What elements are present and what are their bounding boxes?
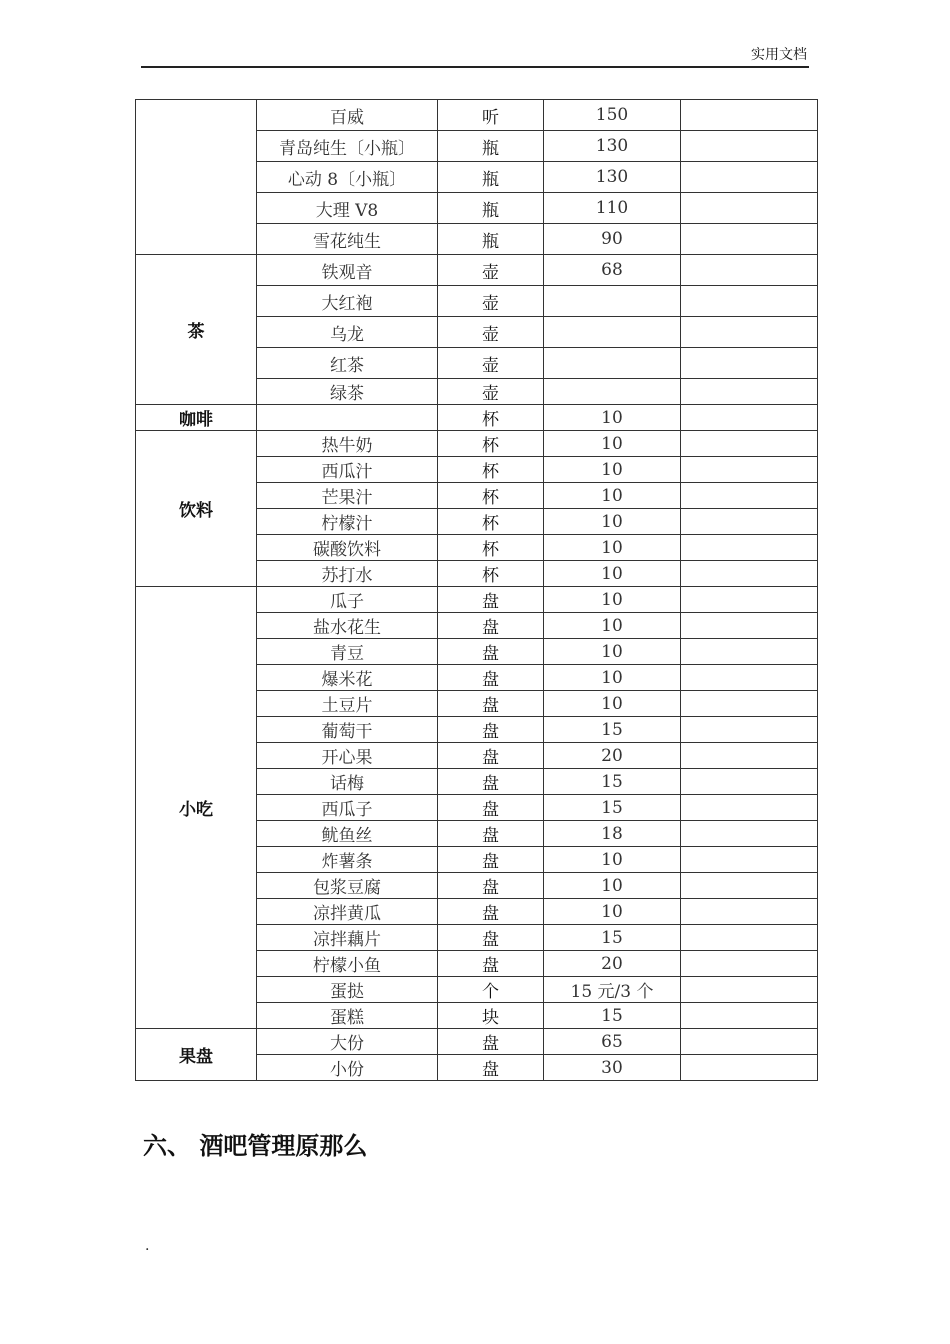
unit-cell: 盘 [438, 613, 544, 639]
item-name-cell: 苏打水 [257, 561, 438, 587]
note-cell [681, 587, 818, 613]
unit-cell: 盘 [438, 821, 544, 847]
category-cell: 果盘 [136, 1029, 257, 1081]
note-cell [681, 100, 818, 131]
unit-cell: 壶 [438, 286, 544, 317]
item-name-cell: 绿茶 [257, 379, 438, 405]
price-cell [544, 286, 681, 317]
item-name-cell: 百威 [257, 100, 438, 131]
item-name-cell: 柠檬汁 [257, 509, 438, 535]
unit-cell: 盘 [438, 925, 544, 951]
table-row [136, 1029, 818, 1055]
unit-cell: 杯 [438, 561, 544, 587]
price-cell: 18 [544, 821, 681, 847]
price-cell: 10 [544, 405, 681, 431]
note-cell [681, 613, 818, 639]
note-cell [681, 847, 818, 873]
category-cell: 咖啡 [136, 405, 257, 431]
unit-cell: 盘 [438, 665, 544, 691]
unit-cell: 盘 [438, 795, 544, 821]
header-divider [141, 66, 809, 68]
price-cell: 10 [544, 873, 681, 899]
note-cell [681, 561, 818, 587]
item-name-cell: 土豆片 [257, 691, 438, 717]
unit-cell: 瓶 [438, 131, 544, 162]
price-cell: 10 [544, 639, 681, 665]
note-cell [681, 873, 818, 899]
item-name-cell: 凉拌黄瓜 [257, 899, 438, 925]
item-name-cell: 大理 V8 [257, 193, 438, 224]
item-name-cell: 凉拌藕片 [257, 925, 438, 951]
unit-cell: 杯 [438, 457, 544, 483]
item-name-cell: 西瓜子 [257, 795, 438, 821]
unit-cell: 杯 [438, 431, 544, 457]
unit-cell: 盘 [438, 769, 544, 795]
note-cell [681, 665, 818, 691]
note-cell [681, 483, 818, 509]
price-cell: 10 [544, 587, 681, 613]
item-name-cell: 小份 [257, 1055, 438, 1081]
item-name-cell: 雪花纯生 [257, 224, 438, 255]
item-name-cell: 乌龙 [257, 317, 438, 348]
table-row [136, 405, 818, 431]
item-name-cell: 铁观音 [257, 255, 438, 286]
unit-cell: 杯 [438, 509, 544, 535]
item-name-cell: 青岛纯生〔小瓶〕 [257, 131, 438, 162]
note-cell [681, 743, 818, 769]
item-name-cell: 青豆 [257, 639, 438, 665]
price-cell: 15 [544, 1003, 681, 1029]
price-cell: 10 [544, 899, 681, 925]
unit-cell: 盘 [438, 639, 544, 665]
note-cell [681, 639, 818, 665]
price-cell: 110 [544, 193, 681, 224]
unit-cell: 盘 [438, 717, 544, 743]
note-cell [681, 431, 818, 457]
unit-cell: 瓶 [438, 193, 544, 224]
price-cell: 68 [544, 255, 681, 286]
table-row [136, 587, 818, 613]
price-cell: 150 [544, 100, 681, 131]
price-cell: 130 [544, 162, 681, 193]
price-cell: 10 [544, 457, 681, 483]
price-cell: 65 [544, 1029, 681, 1055]
unit-cell: 壶 [438, 379, 544, 405]
item-name-cell: 炸薯条 [257, 847, 438, 873]
unit-cell: 壶 [438, 255, 544, 286]
note-cell [681, 1055, 818, 1081]
note-cell [681, 717, 818, 743]
price-cell: 30 [544, 1055, 681, 1081]
price-cell: 10 [544, 665, 681, 691]
price-cell: 10 [544, 535, 681, 561]
item-name-cell: 蛋挞 [257, 977, 438, 1003]
note-cell [681, 769, 818, 795]
item-name-cell: 红茶 [257, 348, 438, 379]
unit-cell: 壶 [438, 317, 544, 348]
item-name-cell: 柠檬小鱼 [257, 951, 438, 977]
price-cell: 10 [544, 561, 681, 587]
price-cell [544, 379, 681, 405]
note-cell [681, 1029, 818, 1055]
unit-cell: 杯 [438, 483, 544, 509]
unit-cell: 盘 [438, 1055, 544, 1081]
note-cell [681, 951, 818, 977]
item-name-cell: 鱿鱼丝 [257, 821, 438, 847]
note-cell [681, 691, 818, 717]
unit-cell: 杯 [438, 405, 544, 431]
item-name-cell [257, 405, 438, 431]
table-row [136, 100, 818, 131]
item-name-cell: 大红袍 [257, 286, 438, 317]
price-cell: 15 [544, 795, 681, 821]
item-name-cell: 大份 [257, 1029, 438, 1055]
price-cell [544, 317, 681, 348]
item-name-cell: 芒果汁 [257, 483, 438, 509]
category-cell [136, 100, 257, 255]
price-cell: 10 [544, 431, 681, 457]
footer-mark: . [145, 1238, 150, 1254]
category-cell: 茶 [136, 255, 257, 405]
item-name-cell: 话梅 [257, 769, 438, 795]
price-cell: 130 [544, 131, 681, 162]
item-name-cell: 西瓜汁 [257, 457, 438, 483]
item-name-cell: 碳酸饮料 [257, 535, 438, 561]
item-name-cell: 开心果 [257, 743, 438, 769]
unit-cell: 杯 [438, 535, 544, 561]
unit-cell: 听 [438, 100, 544, 131]
note-cell [681, 348, 818, 379]
price-cell: 15 [544, 717, 681, 743]
note-cell [681, 1003, 818, 1029]
unit-cell: 瓶 [438, 162, 544, 193]
price-cell: 10 [544, 847, 681, 873]
unit-cell: 盘 [438, 743, 544, 769]
price-table-body [136, 100, 818, 1081]
price-cell: 15 元/3 个 [544, 977, 681, 1003]
note-cell [681, 795, 818, 821]
note-cell [681, 405, 818, 431]
note-cell [681, 379, 818, 405]
section-title: 六、 酒吧管理原那么 [143, 1132, 368, 1160]
note-cell [681, 286, 818, 317]
note-cell [681, 162, 818, 193]
unit-cell: 盘 [438, 873, 544, 899]
table-row [136, 255, 818, 286]
item-name-cell: 包浆豆腐 [257, 873, 438, 899]
note-cell [681, 193, 818, 224]
category-cell: 饮料 [136, 431, 257, 587]
price-cell: 15 [544, 925, 681, 951]
note-cell [681, 925, 818, 951]
price-cell: 15 [544, 769, 681, 795]
item-name-cell: 爆米花 [257, 665, 438, 691]
price-cell: 90 [544, 224, 681, 255]
price-cell: 10 [544, 691, 681, 717]
item-name-cell: 盐水花生 [257, 613, 438, 639]
unit-cell: 盘 [438, 691, 544, 717]
unit-cell: 盘 [438, 1029, 544, 1055]
item-name-cell: 蛋糕 [257, 1003, 438, 1029]
note-cell [681, 255, 818, 286]
note-cell [681, 535, 818, 561]
note-cell [681, 899, 818, 925]
unit-cell: 盘 [438, 847, 544, 873]
unit-cell: 瓶 [438, 224, 544, 255]
price-cell [544, 348, 681, 379]
item-name-cell: 热牛奶 [257, 431, 438, 457]
table-row [136, 431, 818, 457]
category-cell: 小吃 [136, 587, 257, 1029]
unit-cell: 盘 [438, 899, 544, 925]
price-table [135, 99, 818, 1081]
item-name-cell: 葡萄干 [257, 717, 438, 743]
price-cell: 10 [544, 613, 681, 639]
note-cell [681, 509, 818, 535]
note-cell [681, 317, 818, 348]
price-cell: 10 [544, 509, 681, 535]
unit-cell: 个 [438, 977, 544, 1003]
note-cell [681, 977, 818, 1003]
unit-cell: 盘 [438, 587, 544, 613]
note-cell [681, 821, 818, 847]
header-label: 实用文档 [751, 47, 807, 63]
unit-cell: 盘 [438, 951, 544, 977]
note-cell [681, 131, 818, 162]
unit-cell: 块 [438, 1003, 544, 1029]
price-cell: 20 [544, 951, 681, 977]
item-name-cell: 瓜子 [257, 587, 438, 613]
unit-cell: 壶 [438, 348, 544, 379]
item-name-cell: 心动 8〔小瓶〕 [257, 162, 438, 193]
note-cell [681, 457, 818, 483]
note-cell [681, 224, 818, 255]
price-cell: 20 [544, 743, 681, 769]
price-cell: 10 [544, 483, 681, 509]
